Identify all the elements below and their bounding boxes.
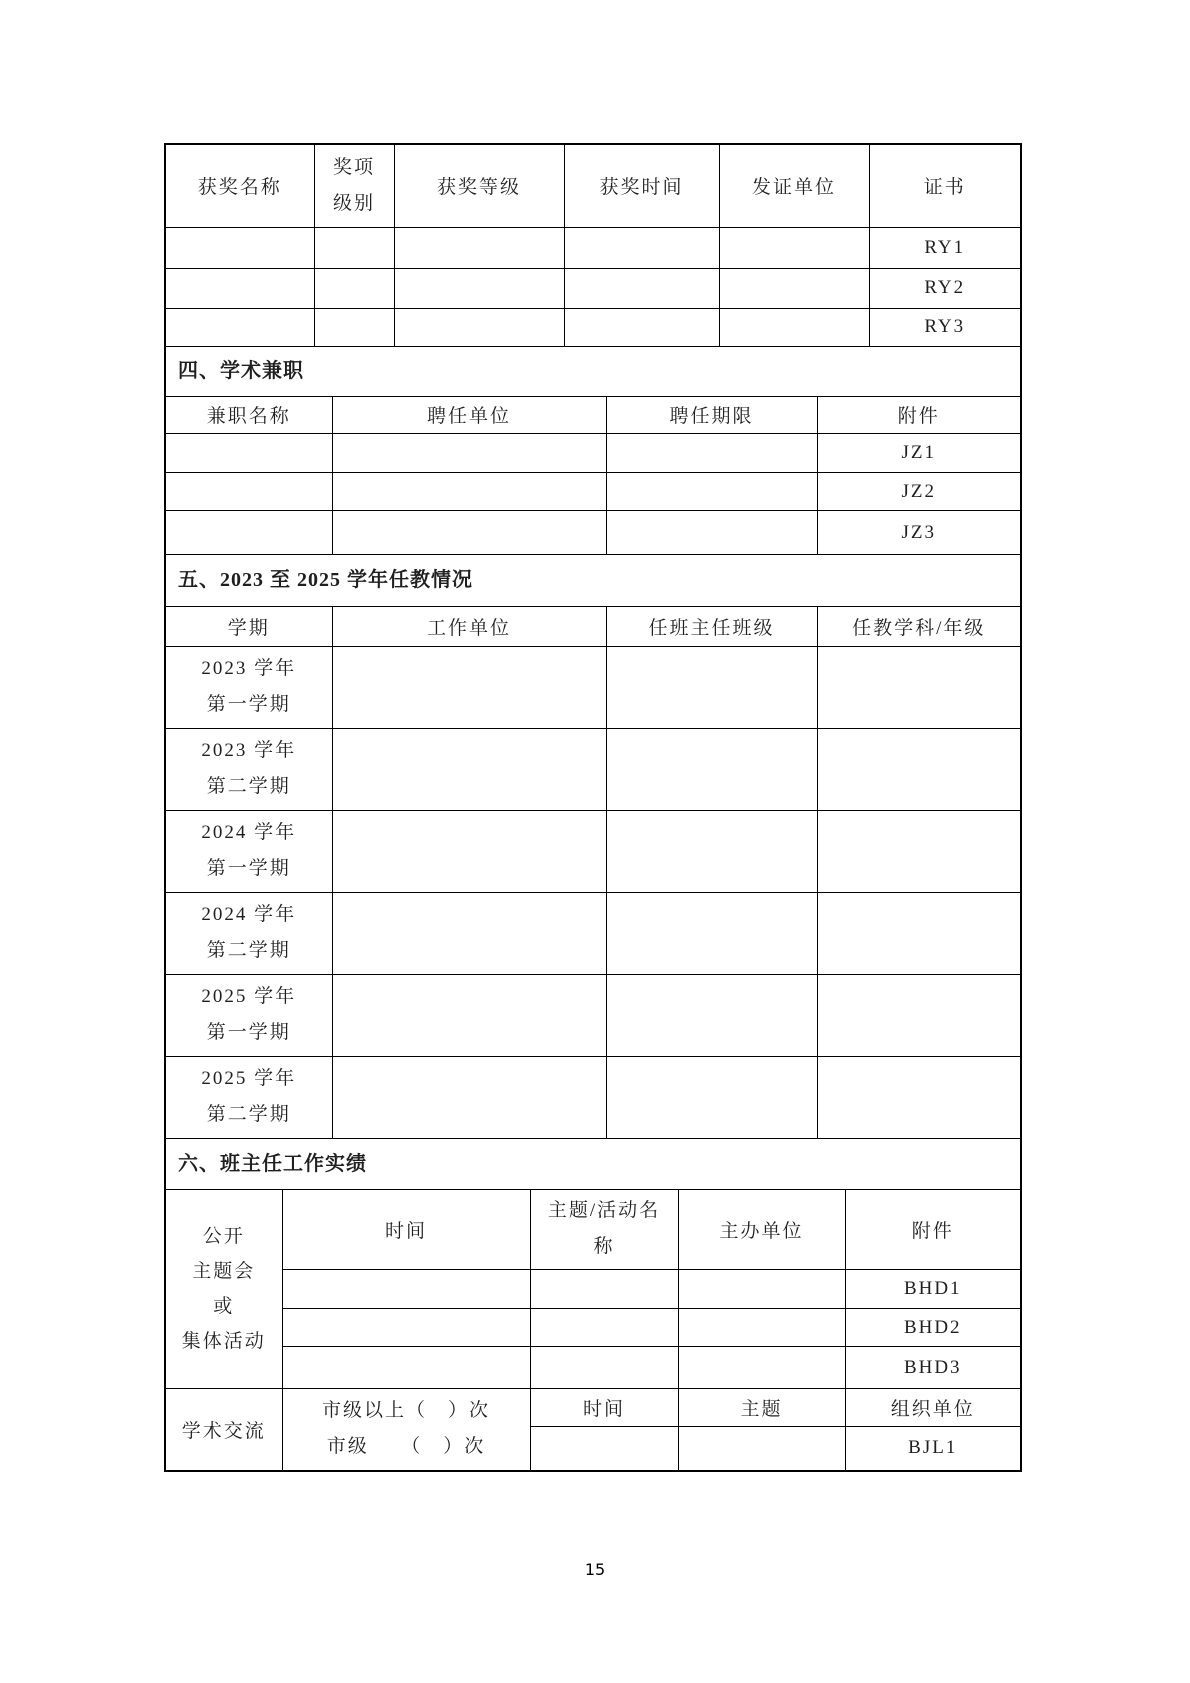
awards-table xyxy=(166,145,1020,347)
semester-term: 第二学期 xyxy=(206,776,291,797)
positions-header-employer: 聘任单位 xyxy=(332,397,606,434)
semester-cell xyxy=(166,810,332,892)
semester-term: 第一学期 xyxy=(206,1022,291,1043)
empty-cell xyxy=(606,511,817,555)
empty-cell xyxy=(606,473,817,511)
table-row xyxy=(166,227,1020,268)
empty-cell xyxy=(332,892,606,974)
table-row xyxy=(166,728,1020,810)
exchange-header-topic: 主题 xyxy=(678,1389,845,1427)
empty-cell xyxy=(166,434,332,473)
form-sheet xyxy=(164,143,1022,1472)
section-title-academic-positions: 四、学术兼职 xyxy=(166,347,1020,397)
semester-year: 2023 学年 xyxy=(201,740,297,761)
awards-header-certificate: 证书 xyxy=(869,145,1020,227)
semester-term: 第一学期 xyxy=(206,858,291,879)
empty-cell xyxy=(394,227,564,268)
empty-cell xyxy=(332,1056,606,1138)
empty-cell xyxy=(332,434,606,473)
empty-cell xyxy=(606,434,817,473)
empty-cell xyxy=(282,1347,530,1389)
semester-cell xyxy=(166,646,332,728)
empty-cell xyxy=(332,473,606,511)
exchange-counts-cell xyxy=(282,1389,530,1470)
teaching-header-subject: 任教学科/年级 xyxy=(817,607,1020,646)
semester-year: 2023 学年 xyxy=(201,658,297,679)
attachment-cell: JZ1 xyxy=(817,434,1020,473)
awards-header-level xyxy=(314,145,394,227)
semester-term: 第二学期 xyxy=(206,1104,291,1125)
attachment-cell: JZ3 xyxy=(817,511,1020,555)
empty-cell xyxy=(530,1427,678,1470)
awards-header-name: 获奖名称 xyxy=(166,145,314,227)
empty-cell xyxy=(564,227,719,268)
empty-cell xyxy=(564,268,719,308)
exchange-header-time: 时间 xyxy=(530,1389,678,1427)
table-row xyxy=(166,646,1020,728)
empty-cell xyxy=(332,974,606,1056)
empty-cell xyxy=(166,227,314,268)
empty-cell xyxy=(166,473,332,511)
semester-term: 第二学期 xyxy=(206,940,291,961)
activities-header-attachment: 附件 xyxy=(845,1190,1020,1270)
awards-header-grade: 获奖等级 xyxy=(394,145,564,227)
exchange-counts-line1: 市级以上（ ）次 xyxy=(321,1400,490,1422)
section-title-teaching-record: 五、2023 至 2025 学年任教情况 xyxy=(166,555,1020,607)
semester-year: 2024 学年 xyxy=(201,904,297,925)
empty-cell xyxy=(817,892,1020,974)
empty-cell xyxy=(530,1309,678,1347)
table-row xyxy=(166,308,1020,346)
empty-cell xyxy=(678,1270,845,1309)
activities-header-topic xyxy=(530,1190,678,1270)
section-title-class-work: 六、班主任工作实绩 xyxy=(166,1139,1020,1190)
awards-header-issuer: 发证单位 xyxy=(719,145,869,227)
table-row xyxy=(166,268,1020,308)
empty-cell xyxy=(606,646,817,728)
activities-header-organizer: 主办单位 xyxy=(678,1190,845,1270)
semester-year: 2025 学年 xyxy=(201,986,297,1007)
activities-header-topic-line1: 主题/活动名 xyxy=(547,1200,661,1222)
table-row xyxy=(166,473,1020,511)
attachment-cell: BHD3 xyxy=(845,1347,1020,1389)
table-row xyxy=(166,434,1020,473)
positions-header-attachment: 附件 xyxy=(817,397,1020,434)
exchange-header-organizer: 组织单位 xyxy=(845,1389,1020,1427)
awards-header-time: 获奖时间 xyxy=(564,145,719,227)
activities-header-topic-line2: 称 xyxy=(593,1236,615,1258)
empty-cell xyxy=(719,308,869,346)
semester-cell xyxy=(166,728,332,810)
empty-cell xyxy=(678,1347,845,1389)
table-row xyxy=(166,1309,1020,1347)
empty-cell xyxy=(719,227,869,268)
positions-header-name: 兼职名称 xyxy=(166,397,332,434)
activities-header-time: 时间 xyxy=(282,1190,530,1270)
empty-cell xyxy=(606,728,817,810)
empty-cell xyxy=(166,268,314,308)
empty-cell xyxy=(678,1427,845,1470)
table-row xyxy=(166,511,1020,555)
semester-cell xyxy=(166,892,332,974)
empty-cell xyxy=(282,1309,530,1347)
empty-cell xyxy=(394,308,564,346)
empty-cell xyxy=(332,728,606,810)
empty-cell xyxy=(606,974,817,1056)
empty-cell xyxy=(817,646,1020,728)
exchange-group-cell: 学术交流 xyxy=(166,1389,282,1470)
activity-group-line: 主题会 xyxy=(192,1260,256,1282)
empty-cell xyxy=(719,268,869,308)
teaching-header-semester: 学期 xyxy=(166,607,332,646)
empty-cell xyxy=(817,810,1020,892)
positions-header-term: 聘任期限 xyxy=(606,397,817,434)
empty-cell xyxy=(332,646,606,728)
empty-cell xyxy=(530,1270,678,1309)
table-row xyxy=(166,810,1020,892)
activity-group-cell xyxy=(166,1190,282,1389)
teaching-record-table xyxy=(166,607,1020,1139)
class-work-table xyxy=(166,1190,1020,1470)
awards-header-level-line1: 奖项 xyxy=(332,156,375,178)
table-row xyxy=(166,1389,1020,1427)
table-row xyxy=(166,974,1020,1056)
table-row xyxy=(166,892,1020,974)
empty-cell xyxy=(166,511,332,555)
semester-cell xyxy=(166,1056,332,1138)
empty-cell xyxy=(817,974,1020,1056)
certificate-cell: RY3 xyxy=(869,308,1020,346)
exchange-counts-line2: 市级 （ ）次 xyxy=(326,1436,486,1458)
empty-cell xyxy=(314,268,394,308)
empty-cell xyxy=(606,810,817,892)
attachment-cell: BHD2 xyxy=(845,1309,1020,1347)
certificate-cell: RY2 xyxy=(869,268,1020,308)
academic-positions-table xyxy=(166,397,1020,556)
empty-cell xyxy=(530,1347,678,1389)
table-row xyxy=(166,1270,1020,1309)
semester-term: 第一学期 xyxy=(206,694,291,715)
certificate-cell: RY1 xyxy=(869,227,1020,268)
semester-year: 2025 学年 xyxy=(201,1068,297,1089)
table-row xyxy=(166,1056,1020,1138)
empty-cell xyxy=(394,268,564,308)
awards-header-level-line2: 级别 xyxy=(332,192,375,214)
table-row xyxy=(166,1347,1020,1389)
empty-cell xyxy=(314,227,394,268)
empty-cell xyxy=(606,1056,817,1138)
attachment-cell: BJL1 xyxy=(908,1437,958,1459)
semester-cell xyxy=(166,974,332,1056)
empty-cell xyxy=(817,1056,1020,1138)
empty-cell xyxy=(166,308,314,346)
empty-cell xyxy=(678,1309,845,1347)
empty-cell xyxy=(332,511,606,555)
empty-cell xyxy=(282,1270,530,1309)
activity-group-line: 或 xyxy=(213,1295,235,1317)
attachment-cell: JZ2 xyxy=(817,473,1020,511)
activity-group-line: 公开 xyxy=(202,1225,245,1247)
teaching-header-class: 任班主任班级 xyxy=(606,607,817,646)
empty-cell xyxy=(314,308,394,346)
empty-cell xyxy=(817,728,1020,810)
teaching-header-unit: 工作单位 xyxy=(332,607,606,646)
activity-group-line: 集体活动 xyxy=(181,1330,266,1352)
attachment-cell: BHD1 xyxy=(845,1270,1020,1309)
page-number: 15 xyxy=(584,1560,606,1579)
semester-year: 2024 学年 xyxy=(201,822,297,843)
empty-cell xyxy=(564,308,719,346)
empty-cell xyxy=(332,810,606,892)
empty-cell xyxy=(606,892,817,974)
